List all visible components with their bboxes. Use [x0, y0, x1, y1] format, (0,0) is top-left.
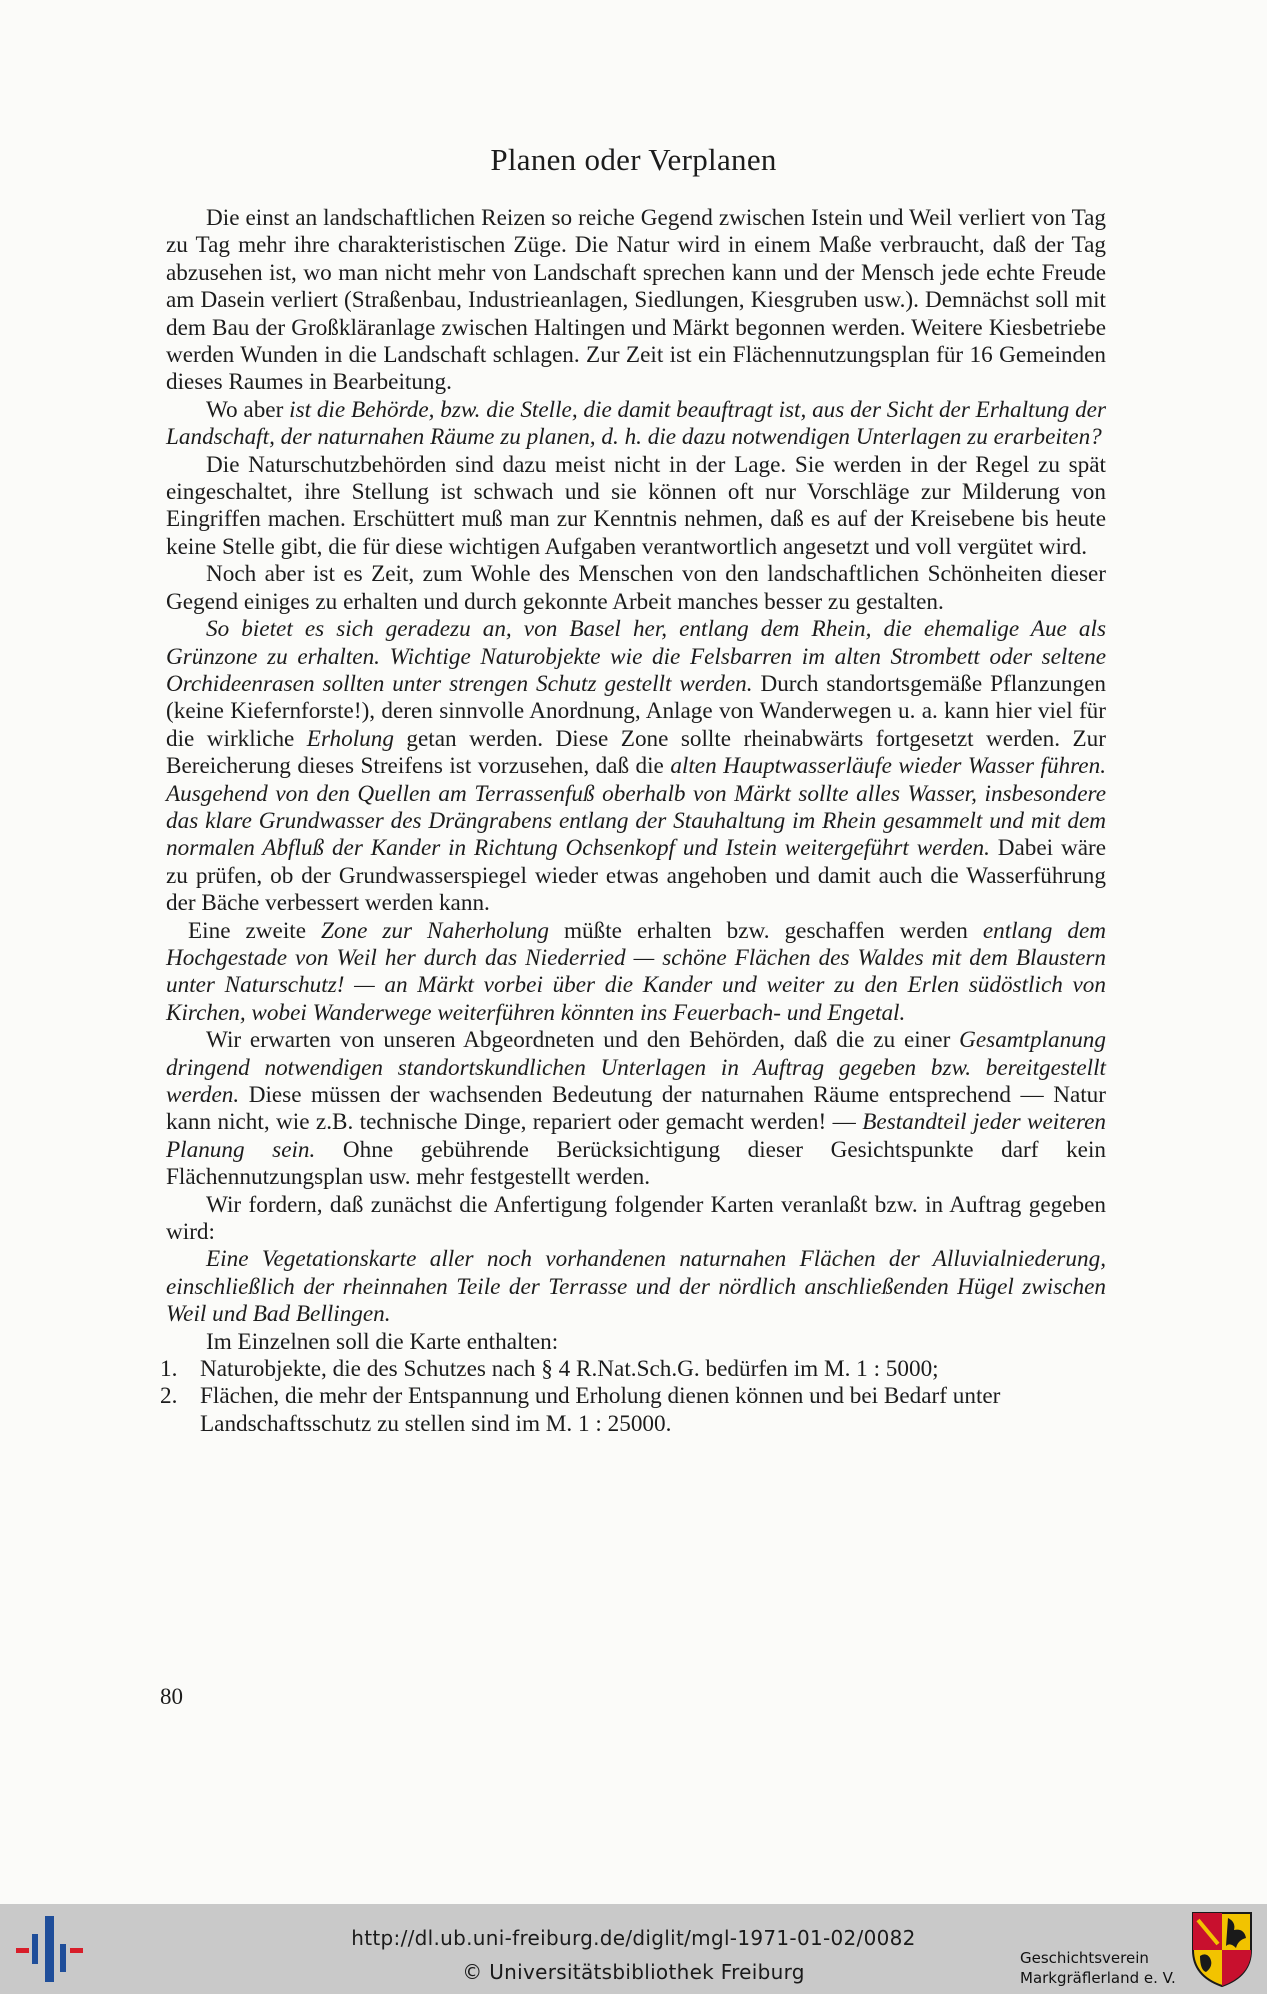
numbered-list: [160, 1356, 1106, 1438]
paragraph: Eine Vegetationskarte aller noch vorhandenen naturnahen Flächen der Alluvialniederung, einschließlich der rheinnahen Teile der Terrasse und der nördlich anschließenden Hügel zwischen Weil und Bad Bellingen.: [166, 1246, 1106, 1328]
paragraph: Die Naturschutzbehörden sind dazu meist nicht in der Lage. Sie werden in der Regel zu spät eingeschaltet, ihre Stellung ist schwach und sie können oft nur Vorschläge zur Milderung von Eingriffen machen. Erschüttert muß man zur Kenntnis nehmen, daß es auf der Kreisebene bis heute keine Stelle gibt, die für diese wichtigen Aufgaben verantwortlich angesetzt und voll vergütet wird.: [166, 451, 1106, 560]
list-item: 1. Naturobjekte, die des Schutzes nach § 4 R.Nat.Sch.G. bedürfen im M. 1 : 5000;: [160, 1356, 939, 1383]
list-item: 2. Flächen, die mehr der Entspannung und Erholung dienen können und bei Bedarf unter Landschaftsschutz zu stellen sind im M. 1 : 25000.: [160, 1383, 1001, 1437]
society-name: Geschichtsverein Markgräflerland e. V.: [1020, 1949, 1176, 1987]
paragraph: Noch aber ist es Zeit, zum Wohle des Menschen von den landschaftlichen Schönheiten dieser Gegend einiges zu erhalten und durch gekonnte Arbeit manches besser zu gestalten.: [166, 561, 1106, 615]
paragraph: Die einst an landschaftlichen Reizen so reiche Gegend zwischen Istein und Weil verliert von Tag zu Tag mehr ihre charakteristischen Züge. Die Natur wird in einem Maße verbraucht, daß der Tag abzusehen ist, wo man nicht mehr von Landschaft sprechen kann und der Mensch jede echte Freude am Dasein verliert (Straßenbau, Industrieanlagen, Siedlungen, Kiesgruben usw.). Demnächst soll mit dem Bau der Großkläranlage zwischen Haltingen und Märkt begonnen werden. Weitere Kiesbetriebe werden Wunden in die Landschaft schlagen. Zur Zeit ist ein Flächennutzungsplan für 16 Gemeinden dieses Raumes in Bearbeitung.: [166, 205, 1106, 396]
paragraph: So bietet es sich geradezu an, von Basel her, entlang dem Rhein, die ehemalige Aue als Grünzone zu erhalten. Wichtige Naturobjekte wie die Felsbarren im alten Strombett oder seltene Orchideenrasen sollten unter strengen Schutz gestellt werden. Durch standortsgemäße Pflanzungen (keine Kiefernforste!), deren sinnvolle Anordnung, Anlage von Wanderwegen u. a. kann hier viel für die wirkliche Erholung getan werden. Diese Zone sollte rheinabwärts fortgesetzt werden. Zur Bereicherung dieses Streifens ist vorzusehen, daß die alten Hauptwasserläufe wieder Wasser führen. Ausgehend von den Quellen am Terrassenfuß oberhalb von Märkt sollte alles Wasser, insbesondere das klare Grundwasser des Drängrabens entlang der Stauhaltung im Rhein gesammelt und mit dem normalen Abfluß der Kander in Richtung Ochsenkopf und Istein weitergeführt werden. Dabei wäre zu prüfen, ob der Grundwasserspiegel wieder etwas angehoben und damit auch die Wasserführung der Bäche verbessert werden kann.: [166, 616, 1106, 917]
paragraph: Wo aber ist die Behörde, bzw. die Stelle, die damit beauftragt ist, aus der Sicht der Erhaltung der Landschaft, der naturnahen Räume zu planen, d. h. die dazu notwendigen Unterlagen zu erarbeiten?: [166, 396, 1106, 451]
paragraph: Wir fordern, daß zunächst die Anfertigung folgender Karten veranlaßt bzw. in Auftrag gegeben wird:: [166, 1191, 1106, 1246]
coat-of-arms-icon: [1190, 1910, 1254, 1988]
paragraph: Eine zweite Zone zur Naherholung müßte erhalten bzw. geschaffen werden entlang dem Hochgestade von Weil her durch das Niederried — schöne Flächen des Waldes mit dem Blaustern unter Naturschutz! — an Märkt vorbei über die Kander und weiter zu den Erlen südöstlich von Kirchen, wobei Wanderwege weiterführen könnten ins Feuerbach- und Engetal.: [166, 917, 1107, 1026]
body-text: [160, 205, 1107, 1438]
footer-copyright: © Universitätsbibliothek Freiburg: [462, 1960, 805, 1984]
paragraph: Wir erwarten von unseren Abgeordneten und den Behörden, daß die zu einer Gesamtplanung dringend notwendigen standortskundlichen Unterlagen in Auftrag gegeben bzw. bereitgestellt werden. Diese müssen der wachsenden Bedeutung der naturnahen Räume entsprechend — Natur kann nicht, wie z.B. technische Dinge, repariert oder gemacht werden! — Bestandteil jeder weiteren Planung sein. Ohne gebührende Berücksichtigung dieser Gesichtspunkte darf kein Flächennutzungsplan usw. mehr festgestellt werden.: [166, 1027, 1107, 1191]
page-title: Planen oder Verplanen: [490, 142, 777, 177]
footer-url[interactable]: http://dl.ub.uni-freiburg.de/diglit/mgl-1971-01-02/0082: [351, 1926, 916, 1950]
paragraph: Im Einzelnen soll die Karte enthalten:: [206, 1328, 559, 1355]
footer-bar: [0, 1904, 1267, 1994]
page-number: 80: [160, 1684, 183, 1709]
